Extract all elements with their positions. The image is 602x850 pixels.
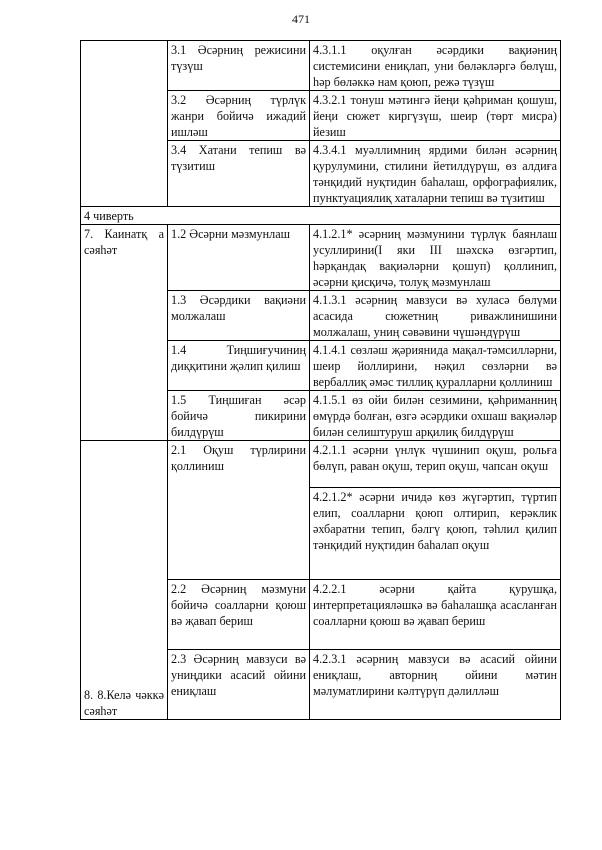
skill-cell: 2.3 Әсәрниң мавзуси вә униңдики асасий ойини ениқлаш — [168, 650, 310, 720]
skill-cell: 1.2 Әсәрни мәзмунлаш — [168, 225, 310, 291]
skill-cell: 2.1 Оқуш түрлирини қоллиниш — [168, 441, 310, 580]
skill-cell: 1.5 Тиңшиған әсәр бойичә пикирини билдүрүш — [168, 391, 310, 441]
skill-cell: 1.3 Әсәрдики вақиәни молжалаш — [168, 291, 310, 341]
topic-number: 8. — [84, 688, 94, 702]
skill-cell: 1.4 Тиңшиғучиниң диққитини җәлип қилиш — [168, 341, 310, 391]
skill-cell: 2.2 Әсәрниң мәзмуни бойичә соалларни қоюш вә җавап бериш — [168, 580, 310, 650]
topic-cell-empty — [81, 41, 168, 207]
table-row — [81, 441, 561, 488]
skill-cell: 3.4 Хатани тепиш вә түзитиш — [168, 141, 310, 207]
topic-cell — [81, 441, 168, 720]
page-number: 471 — [292, 12, 310, 26]
objective-cell: 4.2.2.1 әсәрни қайта қурушқа, интерпретацияләшкә вә баһалашқа асасланған соалларни қоюш вә җавап бериш — [310, 580, 561, 650]
topic-title: 7. Каинатқ а сәяһәт — [84, 227, 164, 257]
topic-cell — [81, 225, 168, 441]
objective-cell: 4.1.2.1* әсәрниң мәзмунини түрлүк баянлаш усуллирини(I яки III шәхскә өзгәртип, һәрқандақ вақиәләрни қошуп) қоллинип, әсәрни қисқичә, толуқ мәзмунлаш — [310, 225, 561, 291]
quarter-row — [81, 207, 561, 225]
objective-cell: 4.3.4.1 муәллимниң ярдими билән әсәрниң қурулумини, стилини йетилдүрүш, өз алдиға тәнқидий нуқтидин баһалаш, орфографиялик, пунктуациялиқ хаталарни тепиш вә түзитиш — [310, 141, 561, 207]
objective-cell: 4.1.3.1 әсәрниң мавзуси вә хуласә бөлүми асасида сюжетниң риважлинишини молжалаш, униң сәвәвини чүшәндүрүш — [310, 291, 561, 341]
table-row — [81, 225, 561, 291]
objective-cell: 4.3.1.1 оқулған әсәрдики вақиәниң системисини ениқлап, уни бөләкләргә бөлүш, һәр бөләккә нам қоюп, режә түзүш — [310, 41, 561, 91]
quarter-label: 4 чиверть — [81, 207, 561, 225]
topic-title: 8.Келә чәккә сәяһәт — [84, 688, 165, 718]
skill-cell: 3.1 Әсәрниң режисини түзүш — [168, 41, 310, 91]
objective-cell: 4.1.5.1 өз ойи билән сезимини, қәһриманниң өмүрдә болған, өзгә әсәрдики охшаш вақиәләр билән селиштуруш арқилиқ билдүрүш — [310, 391, 561, 441]
table-row — [81, 41, 561, 91]
objective-cell: 4.2.1.2* әсәрни ичидә көз жүгәртип, түртип елип, соалларни қоюп олтирип, керәклик әхбаратни тепип, бәлгү қоюп, тәһлил қилип тәнқидий нуқтидин баһалап оқуш — [310, 488, 561, 580]
objective-cell: 4.3.2.1 тонуш мәтингә йеңи қәһриман қошуш, йеңи сюжет киргүзүш, шеир (төрт мисра) йезиш — [310, 91, 561, 141]
curriculum-table — [80, 40, 561, 720]
objective-cell: 4.2.1.1 әсәрни үнлүк чүшинип оқуш, рольға бөлүп, раван оқуш, терип оқуш, чапсан оқуш — [310, 441, 561, 488]
objective-cell: 4.1.4.1 сөзләш җәриянида мақал-тәмсилләрни, шеир йоллирини, нәқил сөзләрни вә вербаллиқ әмәс тиллиқ қуралларни қоллиниш — [310, 341, 561, 391]
skill-cell: 3.2 Әсәрниң түрлүк жанри бойичә ижадий ишләш — [168, 91, 310, 141]
objective-cell: 4.2.3.1 әсәрниң мавзуси вә асасий ойини ениқлаш, авторниң ойини мәтин мәлуматлирини кәлтүрүп дәлилләш — [310, 650, 561, 720]
